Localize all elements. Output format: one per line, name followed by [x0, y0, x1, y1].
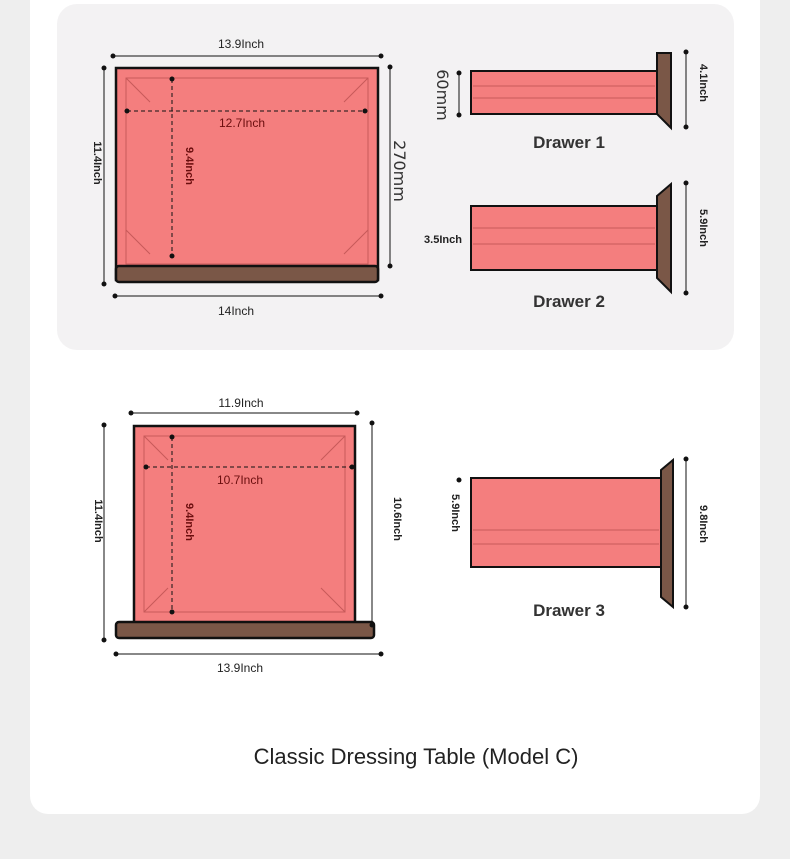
top-inner-width-label: 12.7Inch	[218, 116, 266, 130]
bottom-inner-width-label: 10.7Inch	[216, 473, 264, 487]
outer-depth-label: 11.4Inch	[91, 141, 103, 185]
bottom-width-label: 14Inch	[217, 304, 255, 318]
drawer2-height-label: 5.9Inch	[697, 209, 709, 247]
top-inner-depth-label: 9.4Inch	[183, 147, 195, 185]
drawer2-drawing	[471, 184, 671, 292]
drawer3-drawing	[471, 460, 673, 607]
drawer3-side-label: 5.9Inch	[449, 494, 461, 532]
product-title: Classic Dressing Table (Model C)	[253, 744, 579, 769]
drawer1-side-label: 60mm	[433, 69, 452, 121]
bottom-tray-drawing	[116, 426, 374, 638]
drawer3-title: Drawer 3	[533, 601, 605, 620]
drawer1-height-label: 4.1Inch	[697, 64, 709, 102]
drawer1-title: Drawer 1	[533, 133, 605, 152]
bottom-top-width-label: 11.9Inch	[218, 396, 264, 410]
drawer3-height-label: 9.8Inch	[697, 505, 709, 543]
top-width-label: 13.9Inch	[217, 37, 265, 51]
drawer2-title: Drawer 2	[533, 292, 605, 311]
bottom-outer-depth-label: 11.4Inch	[92, 499, 104, 543]
bottom-inner-depth-label: 9.4Inch	[183, 503, 195, 541]
bottom-height-label: 10.6Inch	[391, 496, 403, 542]
height-mm-label: 270mm	[390, 140, 409, 202]
drawer2-side-label: 3.5Inch	[424, 234, 462, 246]
top-tray-drawing	[116, 68, 378, 282]
drawer1-drawing	[471, 53, 671, 128]
bottom-bottom-width-label: 13.9Inch	[216, 661, 264, 675]
